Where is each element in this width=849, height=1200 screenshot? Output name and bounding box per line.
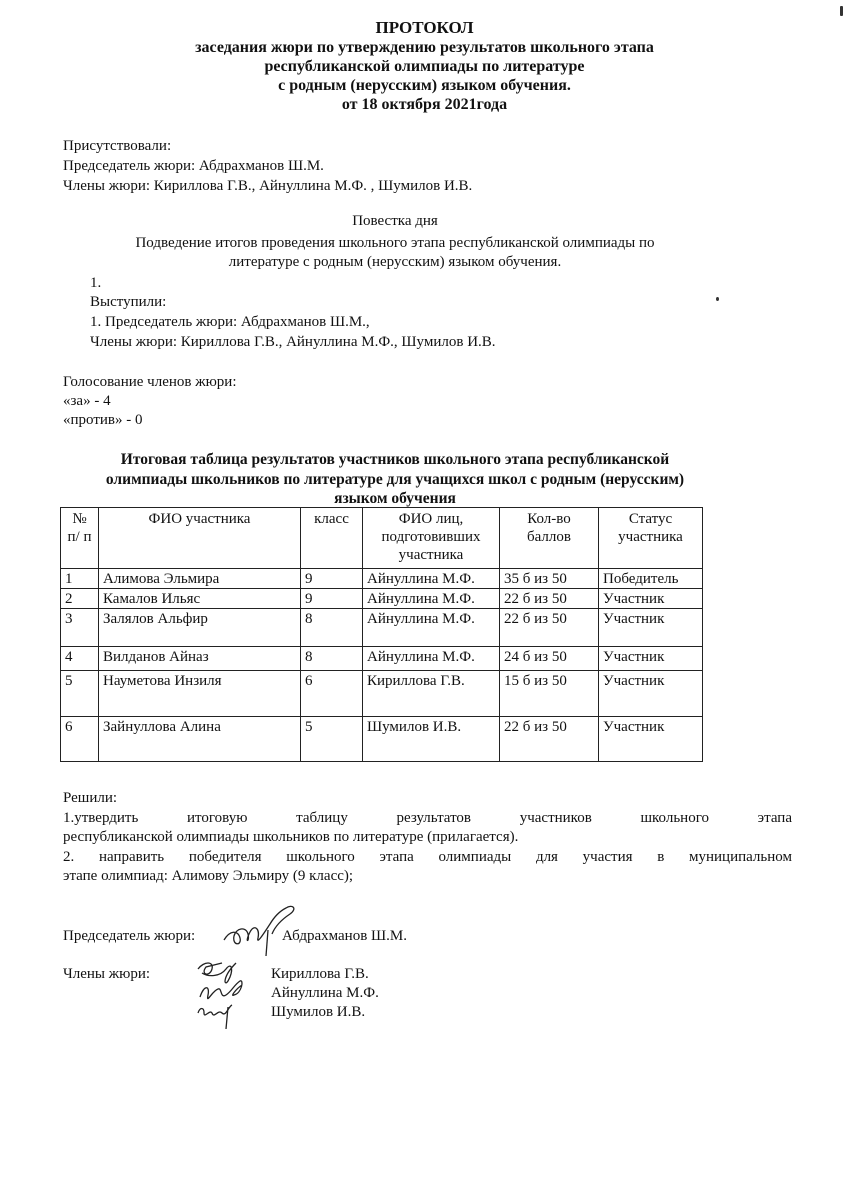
header-num: № п/ п: [61, 508, 99, 569]
cell-grade: 8: [301, 609, 363, 647]
table-row: [61, 671, 703, 717]
table-title-line-2: олимпиады школьников по литературе для учащихся школ с родным (нерусским): [105, 471, 685, 488]
cell-score: 22 б из 50: [500, 717, 599, 762]
voting-for: «за» - 4: [63, 393, 111, 409]
table-title-line-3: языком обучения: [334, 490, 456, 507]
cell-teacher: Кириллова Г.В.: [363, 671, 500, 717]
spoke-label: Выступили:: [90, 294, 167, 310]
voting-against: «против» - 0: [63, 412, 143, 428]
cell-grade: 8: [301, 647, 363, 671]
cell-num: 1: [61, 569, 99, 589]
cell-teacher: Айнуллина М.Ф.: [363, 569, 500, 589]
cell-name: Залялов Альфир: [99, 609, 301, 647]
decision-item-2-line-1: [63, 849, 792, 866]
cell-grade: 9: [301, 589, 363, 609]
cell-score: 24 б из 50: [500, 647, 599, 671]
cell-status: Участник: [599, 609, 703, 647]
spoke-members: Члены жюри: Кириллова Г.В., Айнуллина М.Ф., Шумилов И.В.: [90, 334, 496, 350]
table-title-line-1: Итоговая таблица результатов участников школьного этапа республиканской: [120, 451, 670, 468]
header-name: ФИО участника: [99, 508, 301, 569]
document-subtitle-line-2: республиканской олимпиады по литературе: [264, 58, 585, 75]
scan-speck: [716, 297, 719, 301]
decision-item-2-line-2: этапе олимпиад: Алимову Эльмиру (9 класс);: [63, 868, 354, 884]
document-subtitle-line-3: с родным (нерусским) языком обучения.: [278, 77, 571, 94]
table-row: [61, 717, 703, 762]
agenda-item-number: 1.: [90, 275, 102, 291]
cell-grade: 6: [301, 671, 363, 717]
cell-name: Науметова Инзиля: [99, 671, 301, 717]
signature-chair-label: Председатель жюри:: [63, 928, 196, 944]
decision-item-1-line-1: [63, 810, 792, 827]
cell-name: Алимова Эльмира: [99, 569, 301, 589]
attendance-label: Присутствовали:: [63, 138, 172, 154]
table-row: [61, 609, 703, 647]
cell-status: Участник: [599, 717, 703, 762]
cell-status: Участник: [599, 589, 703, 609]
cell-teacher: Шумилов И.В.: [363, 717, 500, 762]
table-header-row: [61, 508, 703, 569]
cell-teacher: Айнуллина М.Ф.: [363, 609, 500, 647]
cell-num: 6: [61, 717, 99, 762]
cell-status: Победитель: [599, 569, 703, 589]
table-row: [61, 647, 703, 671]
cell-score: 22 б из 50: [500, 589, 599, 609]
cell-num: 5: [61, 671, 99, 717]
cell-num: 3: [61, 609, 99, 647]
header-status: Статус участника: [599, 508, 703, 569]
document-date: от 18 октября 2021года: [341, 96, 508, 113]
agenda-heading: Повестка дня: [352, 213, 438, 229]
header-score: Кол-во баллов: [500, 508, 599, 569]
signature-chair-name: Абдрахманов Ш.М.: [282, 928, 407, 944]
cell-name: Вилданов Айназ: [99, 647, 301, 671]
decision-item-1-line-2: республиканской олимпиады школьников по литературе (прилагается).: [63, 829, 519, 845]
cell-status: Участник: [599, 671, 703, 717]
cell-score: 35 б из 50: [500, 569, 599, 589]
cell-name: Камалов Ильяс: [99, 589, 301, 609]
cell-num: 4: [61, 647, 99, 671]
table-row: [61, 589, 703, 609]
signature-members-label: Члены жюри:: [63, 966, 151, 982]
decision-label: Решили:: [63, 790, 118, 806]
scan-mark: [840, 6, 843, 16]
header-teacher: ФИО лиц, подготовивших участника: [363, 508, 500, 569]
cell-grade: 9: [301, 569, 363, 589]
cell-teacher: Айнуллина М.Ф.: [363, 647, 500, 671]
results-table: [60, 507, 703, 762]
document-title: ПРОТОКОЛ: [375, 18, 474, 37]
table-row: [61, 569, 703, 589]
decision-item-2-line-1-text: 2. направить победителя школьного этапа олимпиады для участия в муниципальном: [63, 849, 792, 865]
cell-score: 15 б из 50: [500, 671, 599, 717]
attendance-members: Члены жюри: Кириллова Г.В., Айнуллина М.Ф. , Шумилов И.В.: [63, 178, 473, 194]
agenda-line-2: литературе с родным (нерусским) языком обучения.: [228, 254, 562, 270]
cell-grade: 5: [301, 717, 363, 762]
cell-name: Зайнуллова Алина: [99, 717, 301, 762]
signature-member-3: Шумилов И.В.: [271, 1004, 366, 1020]
header-grade: класс: [301, 508, 363, 569]
signature-member-1: Кириллова Г.В.: [271, 966, 369, 982]
voting-label: Голосование членов жюри:: [63, 374, 237, 390]
members-signatures-icon: [192, 955, 267, 1030]
agenda-line-1: Подведение итогов проведения школьного этапа республиканской олимпиады по: [135, 235, 655, 251]
document-subtitle-line-1: заседания жюри по утверждению результатов школьного этапа: [195, 39, 654, 56]
signature-member-2: Айнуллина М.Ф.: [271, 985, 379, 1001]
attendance-chair: Председатель жюри: Абдрахманов Ш.М.: [63, 158, 324, 174]
spoke-chair: 1. Председатель жюри: Абдрахманов Ш.М.,: [90, 314, 370, 330]
cell-status: Участник: [599, 647, 703, 671]
cell-score: 22 б из 50: [500, 609, 599, 647]
cell-num: 2: [61, 589, 99, 609]
decision-item-1-line-1-text: 1.утвердить итоговую таблицу результатов участников школьного этапа: [63, 810, 792, 826]
cell-teacher: Айнуллина М.Ф.: [363, 589, 500, 609]
